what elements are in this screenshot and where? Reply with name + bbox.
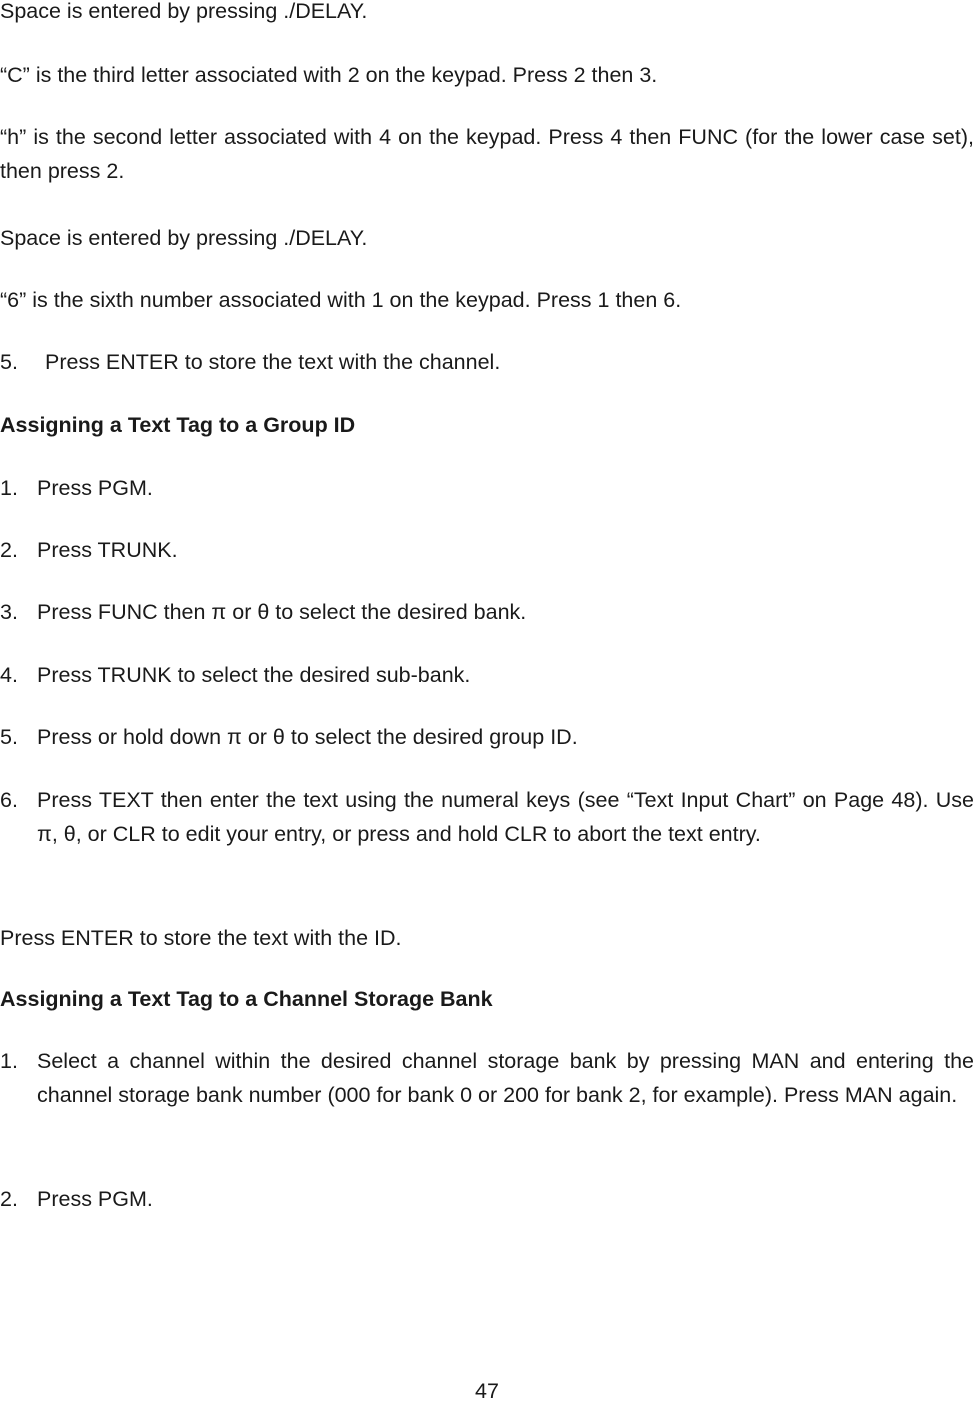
step-text: Press TEXT then enter the text using the numeral keys (see “Text Input Chart” on Page 48). Use π, θ, or CLR to edit your entry, or press and hold CLR to abort the text entry.	[37, 788, 974, 846]
group-step	[0, 720, 974, 754]
step-text: Press TRUNK.	[37, 538, 178, 562]
step-text: Press ENTER to store the text with the channel.	[45, 350, 501, 374]
step-number: 1.	[0, 1049, 18, 1073]
intro-paragraph: “h” is the second letter associated with 4 on the keypad. Press 4 then FUNC (for the lower case set), then press 2.	[0, 125, 974, 183]
step-number: 2.	[0, 538, 18, 562]
bank-step	[0, 1044, 974, 1112]
step-number: 6.	[0, 788, 18, 812]
page-number: 47	[475, 1379, 499, 1403]
intro-paragraph: “C” is the third letter associated with 2 on the keypad. Press 2 then 3.	[0, 63, 658, 87]
bank-step	[0, 1182, 974, 1216]
step-number: 4.	[0, 663, 18, 687]
step-text: Press PGM.	[37, 476, 153, 500]
intro-paragraph: Space is entered by pressing ./DELAY.	[0, 0, 368, 23]
step-text: Select a channel within the desired channel storage bank by pressing MAN and entering the channel storage bank number (000 for bank 0 or 200 for bank 2, for example). Press MAN again.	[37, 1049, 974, 1107]
group-step	[0, 533, 974, 567]
step-text: Press PGM.	[37, 1187, 153, 1211]
step-number: 2.	[0, 1187, 18, 1211]
closing-paragraph: Press ENTER to store the text with the ID.	[0, 926, 402, 950]
channel-step-5	[0, 345, 974, 379]
group-step	[0, 471, 974, 505]
group-step	[0, 783, 974, 851]
step-number: 3.	[0, 600, 18, 624]
group-step	[0, 595, 974, 629]
step-text: Press or hold down π or θ to select the desired group ID.	[37, 725, 578, 749]
intro-paragraph: Space is entered by pressing ./DELAY.	[0, 226, 368, 250]
step-number: 5.	[0, 725, 18, 749]
step-number: 5.	[0, 350, 18, 374]
section-heading-storage-bank: Assigning a Text Tag to a Channel Storage Bank	[0, 987, 493, 1011]
intro-paragraph: “6” is the sixth number associated with 1 on the keypad. Press 1 then 6.	[0, 288, 682, 312]
step-number: 1.	[0, 476, 18, 500]
step-text: Press FUNC then π or θ to select the desired bank.	[37, 600, 527, 624]
group-step	[0, 658, 974, 692]
step-text: Press TRUNK to select the desired sub-bank.	[37, 663, 471, 687]
section-heading-group-id: Assigning a Text Tag to a Group ID	[0, 413, 356, 437]
